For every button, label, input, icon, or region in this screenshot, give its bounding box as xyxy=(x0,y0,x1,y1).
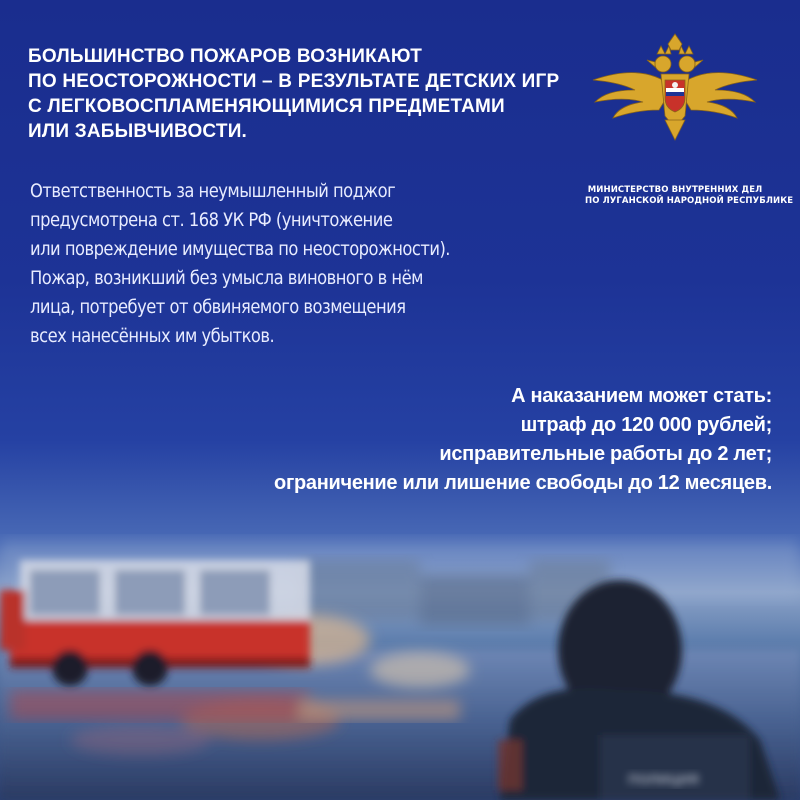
ministry-logo xyxy=(585,32,794,206)
double-headed-eagle-icon xyxy=(585,32,765,142)
body-line: предусмотрена ст. 168 УК РФ (уничтожение xyxy=(30,209,393,231)
ministry-name xyxy=(585,185,794,207)
body-line: или повреждение имущества по неосторожности). xyxy=(30,238,450,260)
body-line: Пожар, возникший без умысла виновного в нём xyxy=(30,267,423,289)
headline xyxy=(28,44,588,144)
ministry-name-line: ПО ЛУГАНСКОЙ НАРОДНОЙ РЕСПУБЛИКЕ xyxy=(585,196,794,206)
penalty-item: исправительные работы до 2 лет; xyxy=(439,443,772,465)
headline-line: БОЛЬШИНСТВО ПОЖАРОВ ВОЗНИКАЮТ xyxy=(28,46,423,67)
penalty-heading: А наказанием может стать: xyxy=(511,385,772,407)
body-line: Ответственность за неумышленный поджог xyxy=(30,180,396,202)
fire-truck xyxy=(0,560,310,686)
penalty-list xyxy=(274,382,772,498)
penalty-item: штраф до 120 000 рублей; xyxy=(520,414,772,436)
ministry-name-line: МИНИСТЕРСТВО ВНУТРЕННИХ ДЕЛ xyxy=(587,185,763,195)
penalty-item: ограничение или лишение свободы до 12 месяцев. xyxy=(274,472,772,494)
headline-line: ПО НЕОСТОРОЖНОСТИ – В РЕЗУЛЬТАТЕ ДЕТСКИХ ИГР xyxy=(28,71,560,92)
body-line: всех нанесённых им убытков. xyxy=(30,325,275,347)
body-text xyxy=(30,177,477,351)
headline-line: С ЛЕГКОВОСПЛАМЕНЯЮЩИМИСЯ ПРЕДМЕТАМИ xyxy=(28,96,505,117)
body-line: лица, потребует от обвиняемого возмещения xyxy=(30,296,406,318)
headline-line: ИЛИ ЗАБЫВЧИВОСТИ. xyxy=(28,121,248,142)
police-vest-label: ПОЛИЦИЯ xyxy=(628,771,699,787)
